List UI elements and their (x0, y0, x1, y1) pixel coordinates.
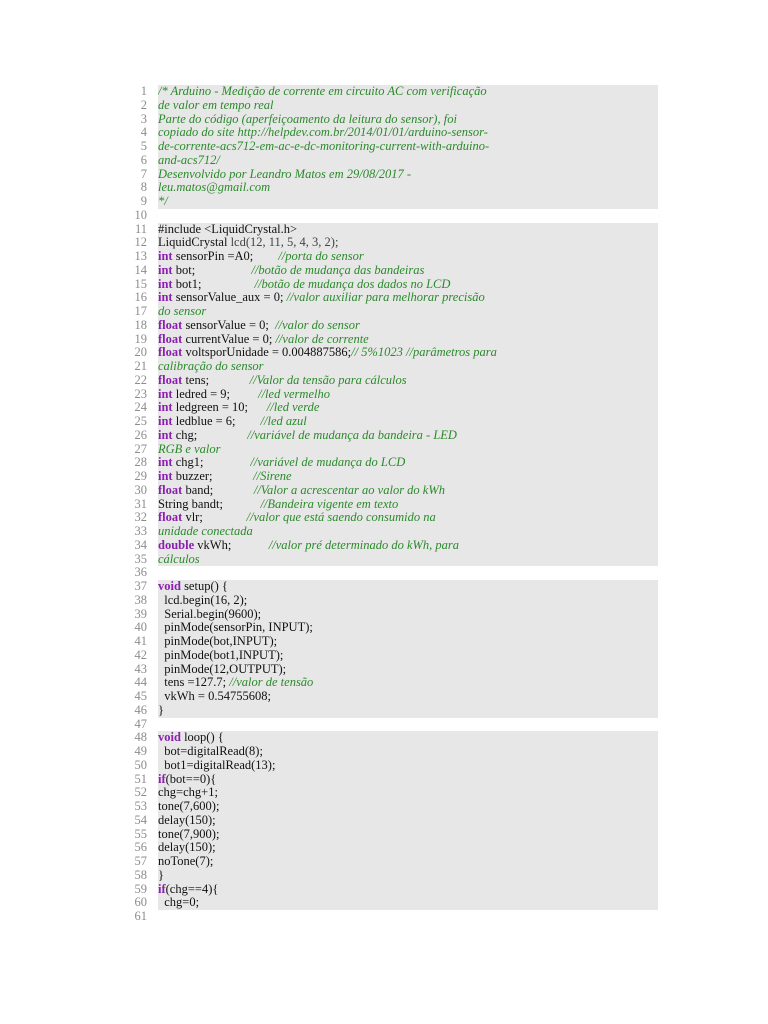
line-number: 39 (134, 606, 147, 621)
code-token: vlr; (182, 511, 247, 525)
code-line (125, 264, 658, 278)
code-token: delay(150); (158, 841, 216, 855)
line-number: 51 (134, 771, 147, 786)
code-token: LiquidCrystal (158, 236, 231, 250)
code-token: chg1; (172, 456, 251, 470)
code-token: pinMode(sensorPin, INPUT); (158, 621, 313, 635)
code-line (125, 841, 658, 855)
code-token: sensorValue_aux = 0; (172, 291, 287, 305)
code-text (158, 443, 658, 457)
code-text (158, 278, 658, 292)
code-line (125, 896, 658, 910)
line-number: 5 (140, 139, 147, 153)
code-token: ledblue = 6; (172, 415, 261, 428)
code-text (158, 470, 658, 484)
line-number: 21 (134, 359, 147, 373)
code-token: } (158, 868, 164, 882)
code-line (125, 786, 658, 800)
code-comment: //valor de tensão (229, 676, 314, 690)
code-comment: //Valor da tensão para cálculos (249, 373, 407, 387)
code-line (125, 278, 658, 292)
line-number: 12 (134, 235, 147, 250)
line-number: 8 (140, 180, 147, 195)
code-token: vkWh; (194, 538, 269, 552)
code-token: buzzer; (172, 470, 254, 483)
code-text (158, 346, 658, 360)
code-line (125, 608, 658, 622)
line-number: 34 (134, 537, 147, 552)
code-line (125, 99, 658, 113)
code-line (125, 759, 658, 773)
code-line (125, 429, 658, 443)
code-keyword: int (158, 277, 173, 291)
code-text (158, 99, 658, 113)
code-line (125, 250, 658, 264)
code-text (158, 663, 658, 677)
code-line (125, 594, 658, 608)
line-number: 27 (134, 441, 147, 456)
code-token: voltsporUnidade = 0.004887586; (182, 346, 352, 360)
code-keyword: int (158, 470, 173, 483)
code-line (125, 484, 658, 498)
code-comment: //botão de mudança das bandeiras (251, 263, 425, 277)
code-line (125, 883, 658, 897)
code-token: tens =127.7; (158, 676, 230, 690)
line-number: 38 (134, 592, 147, 607)
code-text (158, 800, 658, 814)
code-line (125, 498, 658, 512)
code-line (125, 181, 658, 195)
code-comment: /* Arduino - Medição de corrente em circuito AC com verificação (158, 85, 487, 98)
code-keyword: float (158, 483, 183, 497)
code-line (125, 553, 658, 567)
code-line (125, 291, 658, 305)
code-text (158, 635, 658, 649)
code-text (158, 305, 658, 319)
code-keyword: int (158, 250, 173, 263)
code-token: #include <LiquidCrystal.h> (158, 222, 298, 236)
code-comment: */ (158, 195, 168, 208)
line-number: 29 (134, 469, 147, 483)
line-number: 36 (134, 565, 147, 580)
code-token: delay(150); (158, 813, 216, 827)
code-comment: Parte do código (aperfeiçoamento da leitura do sensor), foi (158, 112, 457, 126)
code-text (158, 786, 658, 800)
code-line (125, 236, 658, 250)
code-keyword: void (158, 731, 181, 745)
code-text (158, 896, 658, 910)
code-comment: //valor do sensor (275, 318, 360, 332)
code-text (158, 195, 658, 209)
code-text (158, 608, 658, 622)
code-token: (chg==4){ (165, 882, 219, 896)
code-token: bot1; (172, 277, 255, 291)
line-number: 3 (140, 111, 147, 126)
code-line (125, 154, 658, 168)
code-text (158, 374, 658, 388)
line-number: 28 (134, 455, 147, 470)
code-text (158, 553, 658, 567)
code-comment: //valor de corrente (275, 332, 369, 346)
code-text (158, 594, 658, 608)
code-text (158, 264, 658, 278)
code-token: chg=chg+1; (158, 786, 218, 800)
code-keyword: float (158, 373, 183, 387)
code-token: band; (182, 483, 254, 497)
code-line (125, 690, 658, 704)
code-comment: //Valor a acrescentar ao valor do kWh (253, 483, 446, 497)
code-text (158, 360, 658, 374)
line-number: 4 (140, 125, 147, 140)
code-comment: // 5%1023 //parâmetros para (351, 346, 497, 360)
code-line (125, 443, 658, 457)
line-number: 32 (134, 510, 147, 525)
line-number: 11 (134, 221, 147, 236)
line-number: 22 (134, 372, 147, 387)
code-token: (bot==0){ (165, 772, 217, 786)
code-comment: //Bandeira vigente em texto (260, 497, 399, 511)
line-number: 10 (134, 207, 147, 222)
code-line (125, 346, 658, 360)
code-text (158, 621, 658, 635)
code-token: bot=digitalRead(8); (158, 745, 263, 758)
code-text (158, 773, 658, 787)
code-line (125, 415, 658, 429)
code-keyword: int (158, 291, 173, 305)
line-number: 42 (134, 647, 147, 662)
code-keyword: float (158, 346, 183, 360)
code-keyword: if (158, 772, 166, 786)
code-text (158, 841, 658, 855)
code-comment: //botão de mudança dos dados no LCD (254, 277, 451, 291)
code-comment: do sensor (158, 305, 207, 318)
code-line (125, 525, 658, 539)
code-text (158, 484, 658, 498)
code-token: bot; (172, 263, 252, 277)
code-text (158, 718, 658, 732)
code-keyword: void (158, 580, 181, 593)
code-comment: //led verde (266, 401, 320, 415)
code-line (125, 828, 658, 842)
code-keyword: float (158, 332, 183, 346)
line-number: 16 (134, 290, 147, 305)
code-token: chg=0; (158, 896, 200, 910)
code-comment: //valor pré determinado do kWh, para (268, 538, 460, 552)
code-text (158, 828, 658, 842)
code-comment: //variável de mudança da bandeira - LED (247, 428, 457, 442)
line-number: 46 (134, 702, 147, 717)
code-comment: //led vermelho (258, 387, 330, 401)
line-number: 40 (134, 620, 147, 635)
code-token: pinMode(bot,INPUT); (158, 635, 278, 648)
code-line (125, 800, 658, 814)
code-token: } (158, 703, 164, 717)
code-line (125, 140, 658, 154)
code-keyword: int (158, 415, 173, 428)
line-number: 61 (134, 909, 147, 923)
code-line (125, 470, 658, 484)
line-number: 48 (134, 730, 147, 745)
code-token: bot1=digitalRead(13); (158, 758, 276, 772)
code-token: currentValue = 0; (182, 332, 276, 346)
line-number: 43 (134, 661, 147, 676)
code-line (125, 910, 658, 924)
code-keyword: double (158, 538, 195, 552)
code-text (158, 209, 658, 223)
code-line (125, 704, 658, 718)
code-keyword: int (158, 263, 173, 277)
code-comment: //valor auxiliar para melhorar precisão (286, 291, 485, 305)
line-number: 9 (140, 194, 147, 208)
line-number: 18 (134, 317, 147, 332)
line-number: 25 (134, 414, 147, 428)
code-comment: //porta do sensor (278, 250, 364, 263)
code-text (158, 910, 658, 924)
code-comment: RGB e valor (158, 442, 221, 456)
code-keyword: int (158, 401, 173, 415)
code-text (158, 291, 658, 305)
code-text (158, 333, 658, 347)
line-number: 37 (134, 579, 147, 593)
code-token: ledgreen = 10; (172, 401, 267, 415)
code-line (125, 374, 658, 388)
code-text (158, 140, 658, 154)
code-line (125, 566, 658, 580)
line-number: 45 (134, 689, 147, 703)
code-line (125, 126, 658, 140)
code-text (158, 319, 658, 333)
code-token: tens; (182, 373, 250, 387)
code-text (158, 168, 658, 182)
code-keyword: float (158, 318, 183, 332)
code-text (158, 511, 658, 525)
code-token: pinMode(bot1,INPUT); (158, 648, 284, 662)
code-token: sensorValue = 0; (182, 318, 276, 332)
code-line (125, 195, 658, 209)
code-line (125, 305, 658, 319)
code-line (125, 360, 658, 374)
code-token: setup() { (180, 580, 228, 593)
line-number: 49 (134, 744, 147, 758)
code-text (158, 539, 658, 553)
code-text (158, 388, 658, 402)
code-token: chg; (172, 428, 248, 442)
code-line (125, 113, 658, 127)
code-line (125, 621, 658, 635)
code-text (158, 566, 658, 580)
line-number: 1 (140, 84, 147, 98)
code-text (158, 759, 658, 773)
code-keyword: if (158, 882, 166, 896)
code-listing (125, 85, 658, 924)
code-comment: and-acs712/ (158, 153, 220, 167)
line-number: 52 (134, 785, 147, 800)
code-line (125, 319, 658, 333)
code-token: vkWh = 0.54755608; (158, 690, 271, 703)
line-number: 15 (134, 276, 147, 291)
code-text (158, 498, 658, 512)
code-comment: de valor em tempo real (158, 98, 274, 112)
code-token: lcd(12, 11, 5, 4, 3, 2); (230, 236, 339, 250)
line-number: 56 (134, 840, 147, 855)
line-number: 57 (134, 854, 147, 868)
code-line (125, 649, 658, 663)
code-text (158, 731, 658, 745)
code-text (158, 415, 658, 429)
line-number: 35 (134, 551, 147, 566)
line-number: 33 (134, 524, 147, 538)
code-line (125, 580, 658, 594)
line-number: 13 (134, 249, 147, 263)
code-line (125, 635, 658, 649)
code-line (125, 388, 658, 402)
code-text (158, 429, 658, 443)
code-line (125, 539, 658, 553)
line-number: 31 (134, 496, 147, 511)
code-text (158, 814, 658, 828)
code-text (158, 85, 658, 99)
code-text (158, 580, 658, 594)
code-text (158, 676, 658, 690)
code-token: sensorPin =A0; (172, 250, 279, 263)
code-text (158, 126, 658, 140)
code-text (158, 250, 658, 264)
code-line (125, 773, 658, 787)
code-text (158, 401, 658, 415)
code-comment: calibração do sensor (158, 360, 264, 373)
code-line (125, 456, 658, 470)
code-line (125, 869, 658, 883)
line-number: 2 (140, 97, 147, 112)
code-line (125, 209, 658, 223)
code-token: ledred = 9; (172, 387, 259, 401)
code-token: noTone(7); (158, 855, 214, 868)
code-comment: cálculos (158, 552, 200, 566)
code-keyword: int (158, 428, 173, 442)
code-comment: de-corrente-acs712-em-ac-e-dc-monitoring-current-with-arduino- (158, 140, 490, 153)
code-line (125, 676, 658, 690)
code-comment: copiado do site http://helpdev.com.br/2014/01/01/arduino-sensor- (158, 126, 488, 140)
line-number: 58 (134, 867, 147, 882)
code-text (158, 855, 658, 869)
code-keyword: int (158, 387, 173, 401)
line-number: 44 (134, 675, 147, 690)
code-comment: //variável de mudança do LCD (250, 456, 406, 470)
code-line (125, 855, 658, 869)
code-line (125, 511, 658, 525)
line-number: 19 (134, 331, 147, 346)
line-number: 59 (134, 881, 147, 896)
code-comment: Desenvolvido por Leandro Matos em 29/08/2017 - (158, 167, 411, 181)
code-token: String bandt; (158, 497, 261, 511)
code-line (125, 663, 658, 677)
code-text (158, 236, 658, 250)
code-keyword: float (158, 511, 183, 525)
code-text (158, 704, 658, 718)
code-line (125, 718, 658, 732)
code-text (158, 456, 658, 470)
code-text (158, 869, 658, 883)
code-comment: unidade conectada (158, 525, 253, 538)
code-token: Serial.begin(9600); (158, 607, 262, 621)
code-comment: //valor que está saendo consumido na (246, 511, 436, 525)
code-line (125, 85, 658, 99)
code-text (158, 181, 658, 195)
code-token: tone(7,600); (158, 800, 220, 813)
code-text (158, 154, 658, 168)
code-text (158, 649, 658, 663)
line-number: 53 (134, 799, 147, 813)
line-number: 6 (140, 152, 147, 167)
line-number: 30 (134, 482, 147, 497)
line-number: 7 (140, 166, 147, 181)
code-comment: //led azul (260, 415, 307, 428)
code-token: tone(7,900); (158, 827, 220, 841)
line-number: 55 (134, 826, 147, 841)
code-line (125, 223, 658, 237)
code-line (125, 333, 658, 347)
line-number: 60 (134, 895, 147, 910)
code-comment: leu.matos@gmail.com (158, 181, 271, 195)
code-line (125, 745, 658, 759)
code-line (125, 731, 658, 745)
code-text (158, 223, 658, 237)
line-number: 41 (134, 634, 147, 648)
line-number: 47 (134, 716, 147, 731)
code-comment: //Sirene (253, 470, 292, 483)
code-text (158, 690, 658, 704)
line-number: 54 (134, 812, 147, 827)
code-keyword: int (158, 456, 173, 470)
code-line (125, 814, 658, 828)
code-text (158, 525, 658, 539)
line-number: 14 (134, 262, 147, 277)
code-text (158, 745, 658, 759)
line-number: 17 (134, 304, 147, 318)
line-number: 20 (134, 345, 147, 360)
code-token: pinMode(12,OUTPUT); (158, 662, 287, 676)
code-text (158, 113, 658, 127)
code-text (158, 883, 658, 897)
code-token: loop() { (180, 731, 224, 745)
code-line (125, 168, 658, 182)
line-number: 24 (134, 400, 147, 415)
code-token: lcd.begin(16, 2); (158, 593, 248, 607)
line-number: 50 (134, 757, 147, 772)
code-line (125, 401, 658, 415)
line-number: 26 (134, 427, 147, 442)
line-number: 23 (134, 386, 147, 401)
